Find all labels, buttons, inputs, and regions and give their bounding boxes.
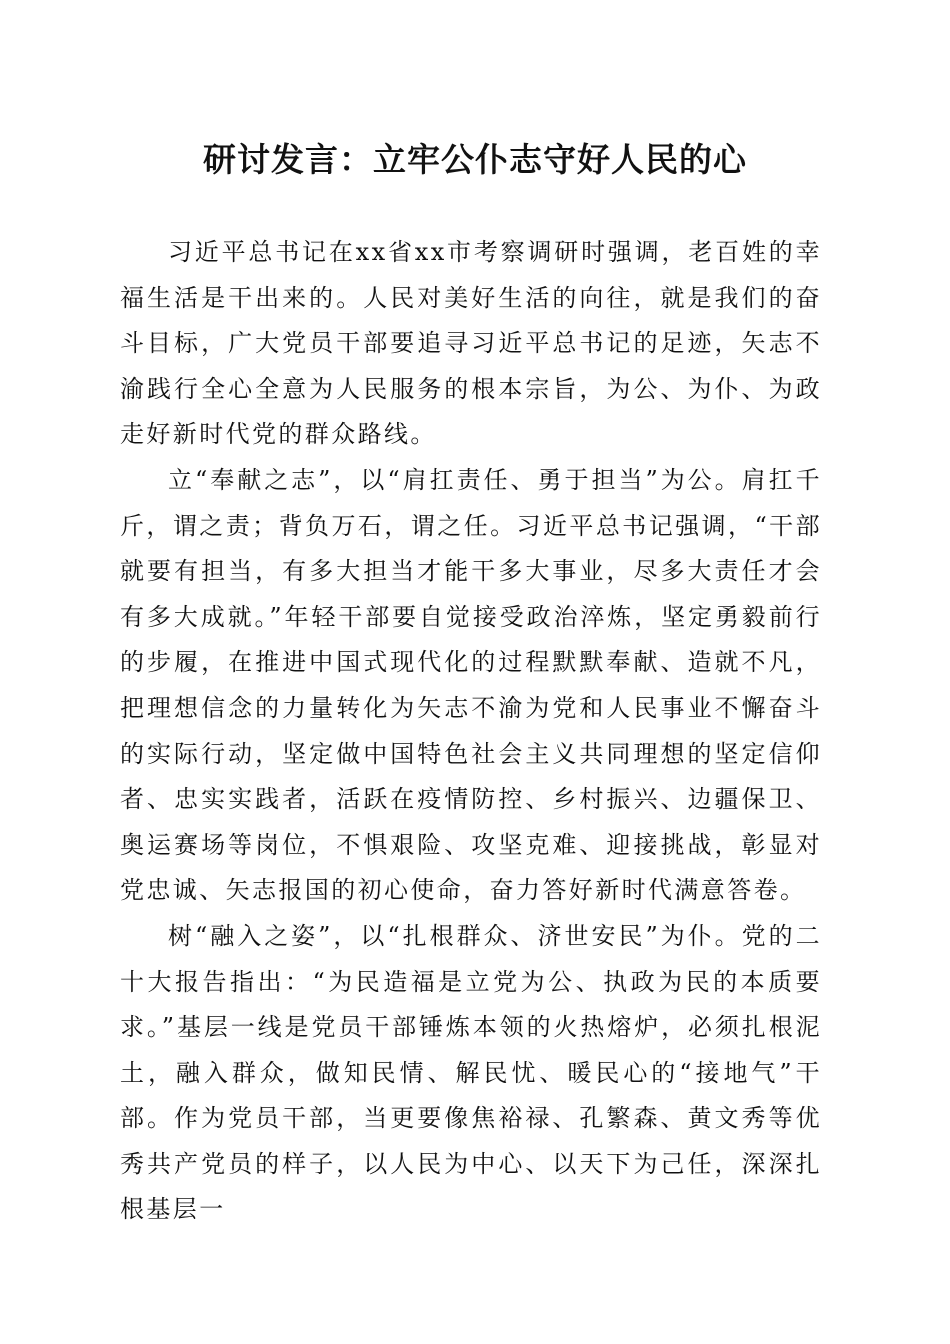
paragraph: 树“融入之姿”，以“扎根群众、济世安民”为仆。党的二十大报告指出：“为民造福是立党为公、执政为民的本质要求。”基层一线是党员干部锤炼本领的火热熔炉，必须扎根泥土，融入群众，做知民情、解民忧、暖民心的“接地气”干部。作为党员干部，当更要像焦裕禄、孔繁森、黄文秀等优秀共产党员的样子，以人民为中心、以天下为己任，深深扎根基层一: [120, 921, 822, 1224]
paragraph: 立“奉献之志”，以“肩扛责任、勇于担当”为公。肩扛千斤，谓之责；背负万石，谓之任。习近平总书记强调，“干部就要有担当，有多大担当才能干多大事业，尽多大责任才会有多大成就。”年轻干部要自觉接受政治淬炼，坚定勇毅前行的步履，在推进中国式现代化的过程默默奉献、造就不凡，把理想信念的力量转化为矢志不渝为党和人民事业不懈奋斗的实际行动，坚定做中国特色社会主义共同理想的坚定信仰者、忠实实践者，活跃在疫情防控、乡村振兴、边疆保卫、奥运赛场等岗位，不惧艰险、攻坚克难、迎接挑战，彰显对党忠诚、矢志报国的初心使命，奋力答好新时代满意答卷。: [120, 465, 822, 905]
document-body: [120, 230, 822, 1233]
document-title: 研讨发言：立牢公仆志守好人民的心: [203, 140, 747, 179]
paragraph: 习近平总书记在xx省xx市考察调研时强调，老百姓的幸福生活是干出来的。人民对美好生活的向往，就是我们的奋斗目标，广大党员干部要追寻习近平总书记的足迹，矢志不渝践行全心全意为人民服务的根本宗旨，为公、为仆、为政走好新时代党的群众路线。: [120, 238, 822, 449]
